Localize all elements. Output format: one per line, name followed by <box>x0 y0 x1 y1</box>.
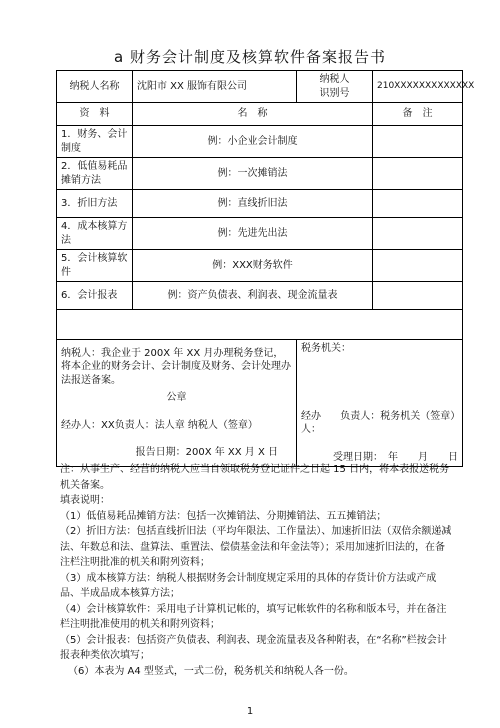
notes-line: （3）成本核算方法：纳税人根据财务会计制度规定采用的具体的存货计价方法或产成品、半成品成本核算方法； <box>60 572 437 599</box>
row-item-label: 4．成本核算方法 <box>57 218 133 250</box>
taxpayer-id-label: 纳税人 识别号 <box>297 71 373 103</box>
tax-signers <box>301 410 461 437</box>
notes-line: （2）折旧方法：包括直线折旧法（平均年限法、工作量法）、加速折旧法（双倍余额递减法、年数总和法、盘算法、重置法、偿债基金法和年金法等）；采用加速折旧法的，在备注栏注明批准的机关和附列资料； <box>60 526 452 568</box>
notes-line: （4）会计核算软件：采用电子计算机记帐的，填写记帐软件的名称和版本号，并在备注栏注明批准使用的机关和附列资料； <box>60 603 447 630</box>
row-item-remark <box>373 218 463 250</box>
tax-handler-label: 经办人： <box>301 410 321 435</box>
taxpayer-statement: 纳税人：我企业于 200X 年 XX 月办理税务登记，将本企业的财务会计、会计制度及财务、会计处理办法报送备案。 <box>61 347 291 386</box>
row-item-label: 1．财务、会计制度 <box>57 126 133 158</box>
taxpayer-name-label: 纳税人名称 <box>57 71 133 103</box>
row-item-label: 2．低值易耗品摊销方法 <box>57 158 133 190</box>
taxpayer-signers: 经办人：XX负责人：法人章 纳税人（签章） <box>61 419 258 431</box>
tax-authority-label: 税务机关： <box>301 343 351 354</box>
row-item-remark <box>373 282 463 310</box>
row-item-value: 例：XXX财务软件 <box>133 250 373 282</box>
column-header-material: 资 料 <box>57 103 133 126</box>
notes-heading: 填表说明： <box>60 495 110 506</box>
tax-authority-section <box>297 340 463 467</box>
taxpayer-declaration-section <box>57 340 297 467</box>
row-item-remark <box>373 190 463 218</box>
notes-line: （5）会计报表：包括资产负债表、利润表、现金流量表及各种附表，在“名称”栏按会计报表种类依次填写； <box>60 634 447 661</box>
row-item-remark <box>373 250 463 282</box>
row-item-value: 例：资产负债表、利润表、现金流量表 <box>133 282 373 310</box>
taxpayer-id-value: 210XXXXXXXXXXXXX <box>373 71 463 103</box>
document-title: a 财务会计制度及核算软件备案报告书 <box>114 48 386 66</box>
notes-section <box>60 462 452 679</box>
blank-row <box>57 310 463 340</box>
row-item-label: 5．会计核算软件 <box>57 250 133 282</box>
page-number: 1 <box>246 706 254 717</box>
notes-line: 注：从事生产、经营的纳税人应当自领取税务登记证件之日起 15 日内，将本表报送税务机关备案。 <box>60 464 450 491</box>
row-item-value: 例：一次摊销法 <box>133 158 373 190</box>
notes-line: （6）本表为 A4 型竖式，一式二份，税务机关和纳税人各一份。 <box>68 665 354 677</box>
row-item-value: 例：先进先出法 <box>133 218 373 250</box>
official-seal-label: 公章 <box>166 392 187 403</box>
acceptance-date: 受理日期： 年 月 日 <box>333 451 458 463</box>
row-item-label: 6．会计报表 <box>57 282 133 310</box>
tax-responsible-label: 负责人：税务机关（签章） <box>340 410 461 422</box>
row-item-label: 3．折旧方法 <box>57 190 133 218</box>
row-item-remark <box>373 158 463 190</box>
taxpayer-name-value: 沈阳市 XX 服饰有限公司 <box>133 71 297 103</box>
row-item-value: 例：小企业会计制度 <box>133 126 373 158</box>
row-item-remark <box>373 126 463 158</box>
filing-form-table <box>56 70 475 467</box>
column-header-name: 名 称 <box>133 103 373 126</box>
report-date: 报告日期：200X 年 XX 月 X 日 <box>135 447 278 458</box>
row-item-value: 例：直线折旧法 <box>133 190 373 218</box>
notes-line: （1）低值易耗品摊销方法：包括一次摊销法、分期摊销法、五五摊销法； <box>60 510 387 522</box>
column-header-remark: 备 注 <box>373 103 463 126</box>
